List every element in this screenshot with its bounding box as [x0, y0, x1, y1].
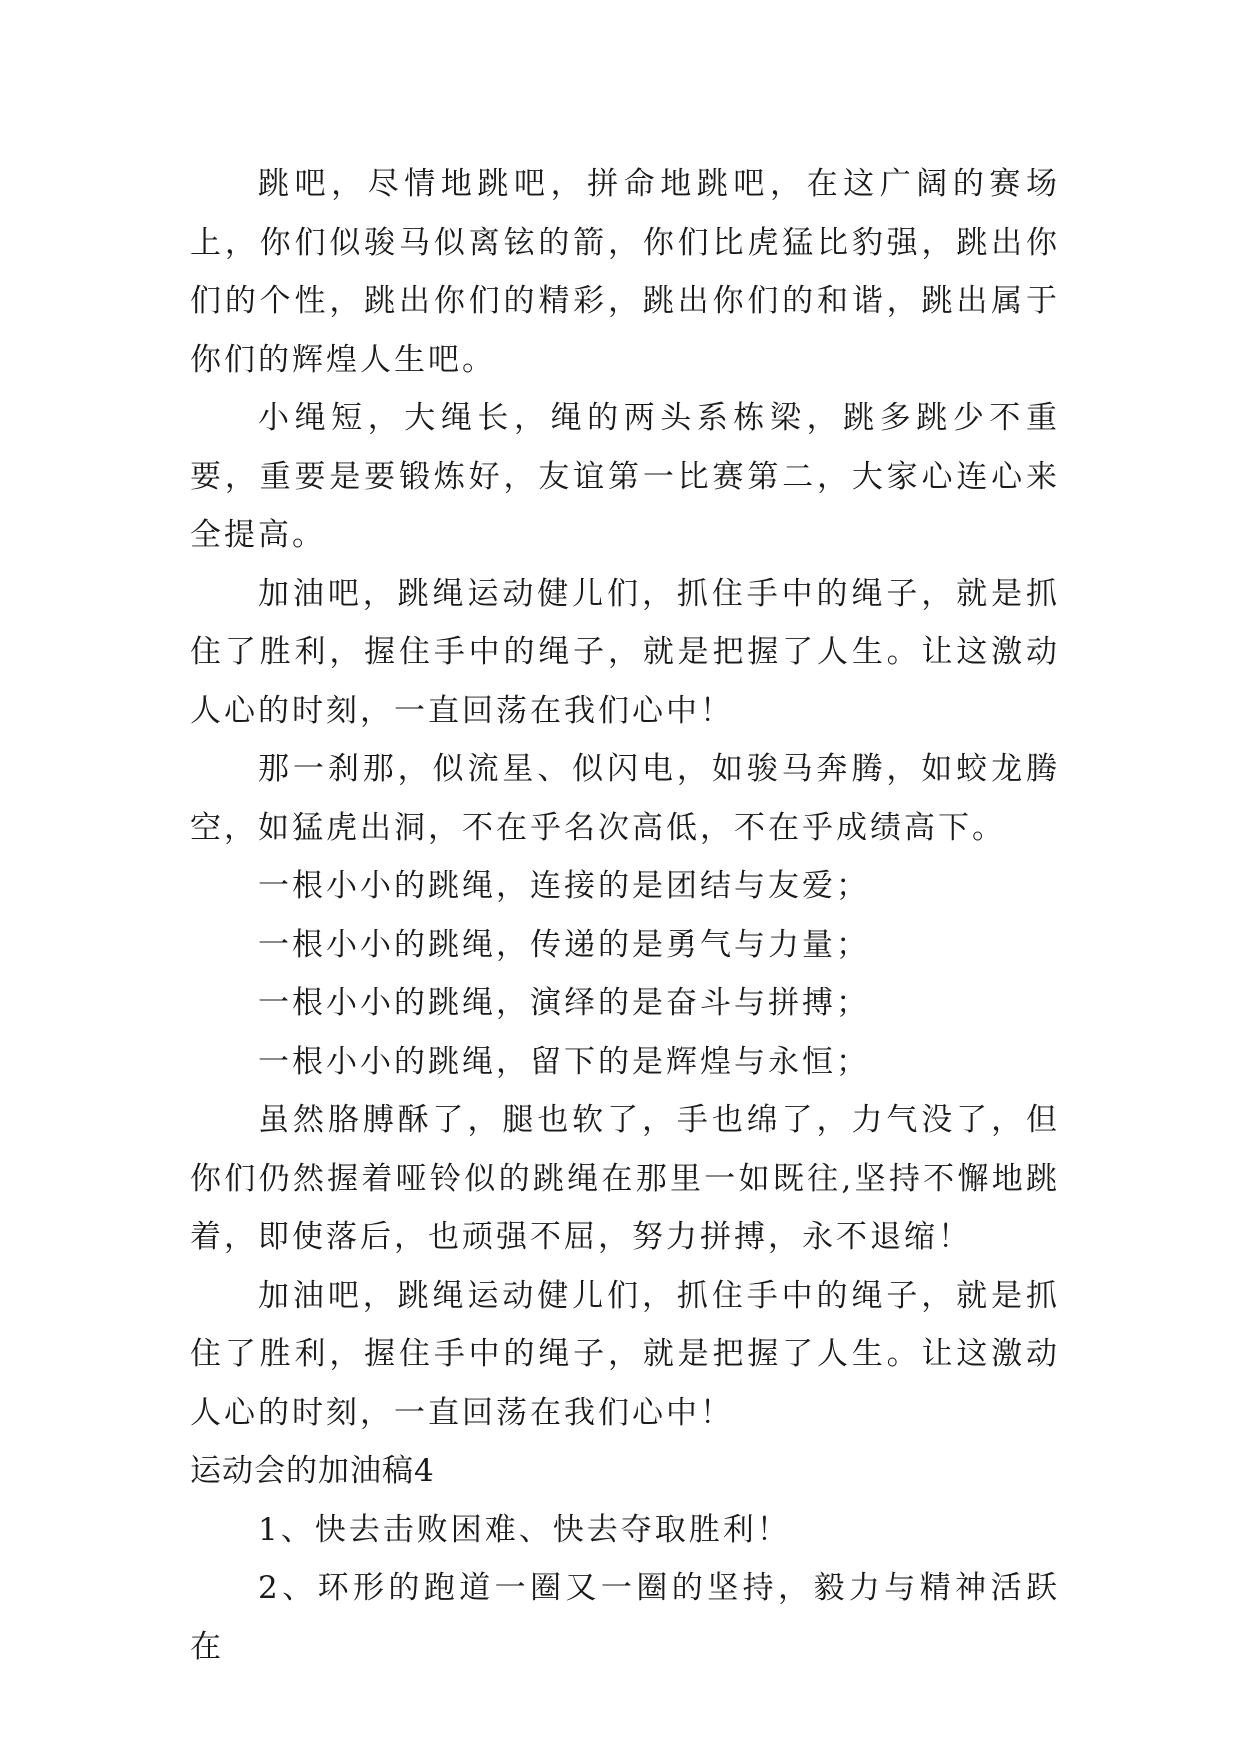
paragraph-9: 虽然胳膊酥了，腿也软了，手也绵了，力气没了，但你们仍然握着哑铃似的跳绳在那里一如既往,坚持不懈地跳着，即使落后，也顽强不屈，努力拼搏，永不退缩！ [190, 1102, 1060, 1255]
section-heading: 运动会的加油稿4 [190, 1453, 435, 1489]
paragraph-2: 小绳短，大绳长，绳的两头系栋梁，跳多跳少不重要，重要是要锻炼好，友谊第一比赛第二，大家心连心来全提高。 [190, 400, 1060, 553]
list-item-1: 1、快去击败困难、快去夺取胜利！ [258, 1511, 791, 1548]
document-body [190, 155, 1060, 1676]
paragraph-1: 跳吧，尽情地跳吧，拼命地跳吧，在这广阔的赛场上，你们似骏马似离铉的箭，你们比虎猛比豹强，跳出你们的个性，跳出你们的精彩，跳出你们的和谐，跳出属于你们的辉煌人生吧。 [190, 166, 1060, 378]
paragraph-10: 加油吧，跳绳运动健儿们，抓住手中的绳子，就是抓住了胜利，握住手中的绳子，就是把握了人生。让这激动人心的时刻，一直回荡在我们心中！ [190, 1277, 1060, 1431]
paragraph-6: 一根小小的跳绳，传递的是勇气与力量； [258, 926, 870, 963]
paragraph-5: 一根小小的跳绳，连接的是团结与友爱； [258, 868, 870, 904]
paragraph-4: 那一刹那，似流星、似闪电，如骏马奔腾，如蛟龙腾空，如猛虎出洞，不在乎名次高低，不在乎成绩高下。 [190, 751, 1060, 846]
paragraph-3: 加油吧，跳绳运动健儿们，抓住手中的绳子，就是抓住了胜利，握住手中的绳子，就是把握了人生。让这激动人心的时刻，一直回荡在我们心中！ [190, 575, 1060, 729]
paragraph-8: 一根小小的跳绳，留下的是辉煌与永恒； [258, 1043, 870, 1080]
paragraph-7: 一根小小的跳绳，演绎的是奋斗与拼搏； [258, 985, 870, 1021]
list-item-2: 2、环形的跑道一圈又一圈的坚持，毅力与精神活跃在 [190, 1570, 1060, 1665]
